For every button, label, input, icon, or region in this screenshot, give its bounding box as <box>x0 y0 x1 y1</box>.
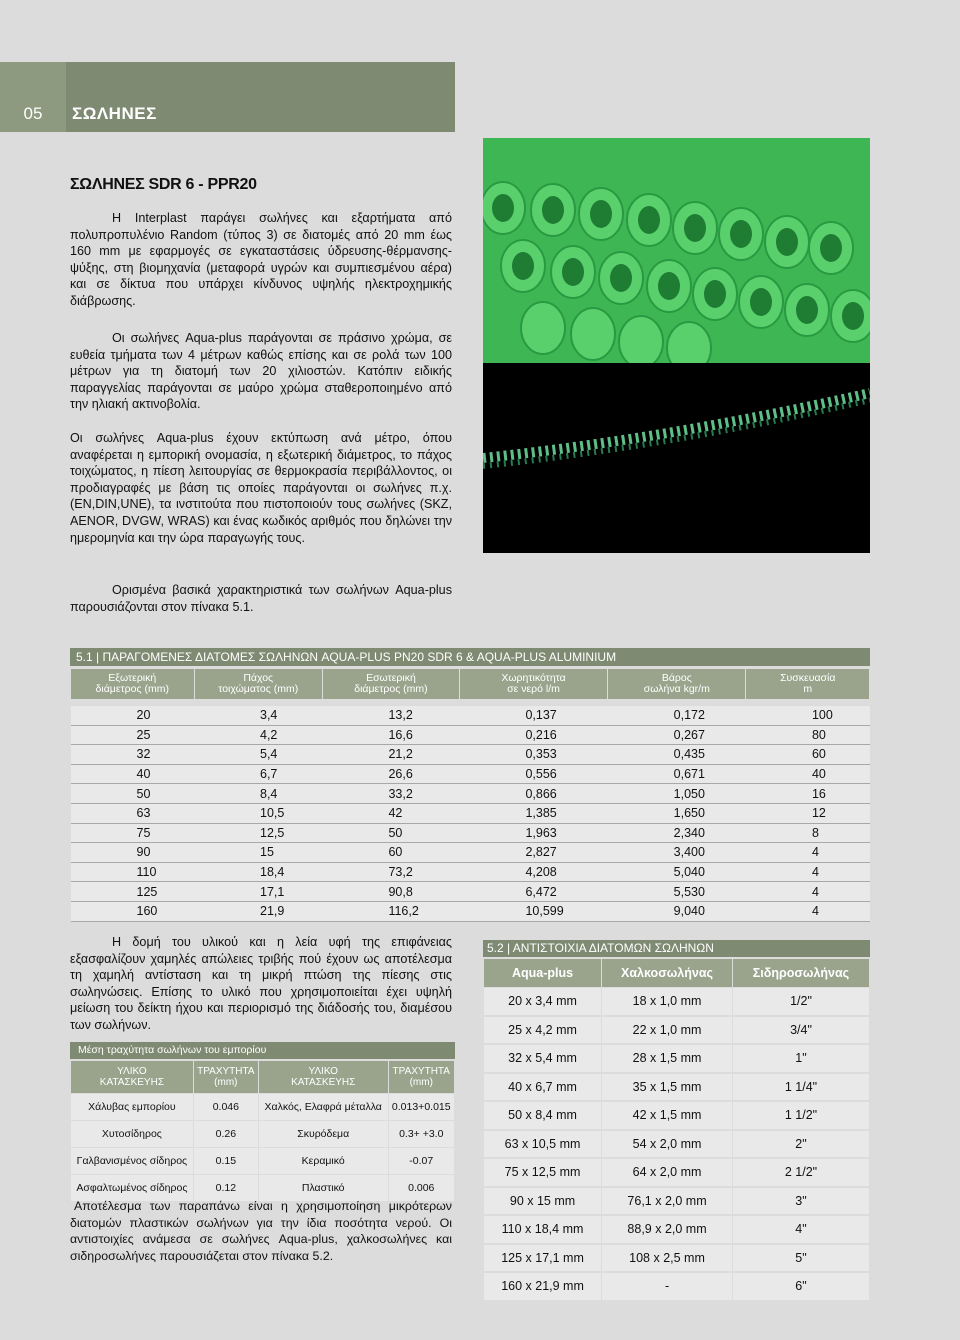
t51-cell: 20 <box>71 706 195 725</box>
t51-cell: 40 <box>746 764 870 784</box>
t52-cell: 90 x 15 mm <box>484 1187 602 1216</box>
t51-header-2: Εσωτερική διάμετρος (mm) <box>322 669 459 700</box>
table-51-caption: 5.1 | ΠΑΡΑΓΟΜΕΝΕΣ ΔΙΑΤΟΜΕΣ ΣΩΛΗΝΩΝ AQUA-PLUS PN20 SDR 6 & AQUA-PLUS ALUMINIUM <box>70 648 870 666</box>
t53-cell: Πλαστικό <box>258 1175 388 1202</box>
t51-cell: 116,2 <box>322 901 459 921</box>
t51-cell: 100 <box>746 706 870 725</box>
t51-row <box>71 725 870 745</box>
t52-cell: 1 1/2" <box>732 1101 869 1130</box>
t51-cell: 17,1 <box>194 882 322 902</box>
t52-row <box>484 1044 870 1073</box>
t51-cell: 0,435 <box>608 745 746 765</box>
t51-header-1: Πάχος τοιχώματος (mm) <box>194 669 322 700</box>
t51-row <box>71 764 870 784</box>
closing-paragraph: Αποτέλεσμα των παραπάνω είναι η χρησιμοποίηση μικρότερων διατομών πλαστικών σωλήνων για την ίδια ποσότητα νερού. Οι αντιστοιχίες ανάμεσα σε σωλήνες Aqua-plus, χαλκοσωλήνες και σιδηροσωλήνες παρουσιάζεται στον πίνακα 5.2. <box>70 1199 452 1263</box>
table-53-caption: Μέση τραχύτητα σωλήνων του εμπορίου <box>70 1042 455 1059</box>
t52-header-0: Aqua-plus <box>484 959 602 988</box>
t52-cell: 54 x 2,0 mm <box>602 1130 733 1159</box>
t52-row <box>484 1272 870 1301</box>
t53-header-1: ΤΡΑΧΥΤΗΤΑ (mm) <box>193 1061 258 1094</box>
t51-cell: 50 <box>71 784 195 804</box>
t51-cell: 0,556 <box>459 764 607 784</box>
t52-cell: 63 x 10,5 mm <box>484 1130 602 1159</box>
t52-cell: 5" <box>732 1244 869 1273</box>
t51-cell: 1,963 <box>459 823 607 843</box>
t52-cell: 108 x 2,5 mm <box>602 1244 733 1273</box>
t52-cell: 28 x 1,5 mm <box>602 1044 733 1073</box>
t52-cell: 35 x 1,5 mm <box>602 1073 733 1102</box>
t51-cell: 60 <box>322 843 459 863</box>
header-band <box>0 62 455 132</box>
intro-paragraph-1: Η Interplast παράγει σωλήνες και εξαρτήματα από πολυπροπυλένιο Random (τύπος 3) σε διατομές από 20 mm έως 160 mm με εφαρμογές σε εγκαταστάσεις ύδρευσης-θέρμανσης-ψύξης, στη βιομηχανία (μεταφορά υγρών και συμπιεσμένου αέρα) και σε δίκτυα που υπάρχει κίνδυνος υψηλής ηλεκτροχημικής διάβρωσης. <box>70 211 452 308</box>
t52-cell: 18 x 1,0 mm <box>602 988 733 1016</box>
t53-row <box>71 1094 455 1121</box>
t51-cell: 2,340 <box>608 823 746 843</box>
t51-cell: 125 <box>71 882 195 902</box>
t53-cell: Χαλκός, Ελαφρά μέταλλα <box>258 1094 388 1121</box>
t51-cell: 4,2 <box>194 725 322 745</box>
t53-cell: -0.07 <box>388 1148 454 1175</box>
t51-cell: 80 <box>746 725 870 745</box>
t51-cell: 26,6 <box>322 764 459 784</box>
t52-row <box>484 1130 870 1159</box>
table-52-caption: 5.2 | ΑΝΤΙΣΤΟΙΧΙΑ ΔΙΑΤΟΜΩΝ ΣΩΛΗΝΩΝ <box>483 940 870 957</box>
t51-cell: 40 <box>71 764 195 784</box>
t52-cell: 76,1 x 2,0 mm <box>602 1187 733 1216</box>
t51-cell: 10,5 <box>194 803 322 823</box>
t51-cell: 0,172 <box>608 706 746 725</box>
t52-cell: 125 x 17,1 mm <box>484 1244 602 1273</box>
section-title: ΣΩΛΗΝΕΣ <box>72 104 157 123</box>
t53-cell: 0.3+ +3.0 <box>388 1121 454 1148</box>
t51-row <box>71 784 870 804</box>
t53-header-0: ΥΛΙΚΟ ΚΑΤΑΣΚΕΥΗΣ <box>71 1061 194 1094</box>
t53-cell: Ασφαλτωμένος σίδηρος <box>71 1175 194 1202</box>
t52-cell: 88,9 x 2,0 mm <box>602 1215 733 1244</box>
table-53 <box>70 1060 455 1202</box>
t51-cell: 0,267 <box>608 725 746 745</box>
t51-cell: 0,671 <box>608 764 746 784</box>
t51-cell: 21,9 <box>194 901 322 921</box>
t52-cell: 1 1/4" <box>732 1073 869 1102</box>
t51-row <box>71 843 870 863</box>
t52-cell: 160 x 21,9 mm <box>484 1272 602 1301</box>
t51-cell: 21,2 <box>322 745 459 765</box>
t51-cell: 18,4 <box>194 862 322 882</box>
t52-cell: 20 x 3,4 mm <box>484 988 602 1016</box>
green-pipes-photo <box>483 138 870 553</box>
t53-cell: 0.046 <box>193 1094 258 1121</box>
t52-row <box>484 1101 870 1130</box>
t51-cell: 4 <box>746 901 870 921</box>
t52-row <box>484 988 870 1016</box>
t51-cell: 63 <box>71 803 195 823</box>
t52-row <box>484 1215 870 1244</box>
t52-cell: 2" <box>732 1130 869 1159</box>
t51-row <box>71 823 870 843</box>
t51-row <box>71 862 870 882</box>
t51-cell: 6,7 <box>194 764 322 784</box>
t51-cell: 16,6 <box>322 725 459 745</box>
t51-cell: 160 <box>71 901 195 921</box>
t51-row <box>71 803 870 823</box>
t51-cell: 3,4 <box>194 706 322 725</box>
t51-cell: 32 <box>71 745 195 765</box>
t51-cell: 13,2 <box>322 706 459 725</box>
t53-cell: Γαλβανισμένος σίδηρος <box>71 1148 194 1175</box>
t52-cell: 2 1/2" <box>732 1158 869 1187</box>
t52-row <box>484 1016 870 1045</box>
t51-cell: 50 <box>322 823 459 843</box>
t52-cell: 50 x 8,4 mm <box>484 1101 602 1130</box>
t51-row <box>71 901 870 921</box>
t51-cell: 2,827 <box>459 843 607 863</box>
t51-cell: 75 <box>71 823 195 843</box>
t52-cell: 110 x 18,4 mm <box>484 1215 602 1244</box>
structure-paragraph: Η δομή του υλικού και η λεία υφή της επιφάνειας εξασφαλίζουν χαμηλές απώλειες τριβής πού έχουν ως αποτέλεσμα τη χαμηλή αντίσταση και τη μικρή πτώση της πίεσης στις σωληνώσεις. Επίσης το υλικό που χρησιμοποιείται έχει υψηλή μείωση του δείκτη ήχου και περιορισμό της διάδοσής του, διαμέσου των σωλήνων. <box>70 935 452 1032</box>
t52-row <box>484 1073 870 1102</box>
t52-cell: 3" <box>732 1187 869 1216</box>
intro-paragraph-3: Οι σωλήνες Aqua-plus έχουν εκτύπωση ανά μέτρο, όπου αναφέρεται η εμπορική ονομασία, η εξωτερική διάμετρος, το πάχος τοιχώματος, η πίεση λειτουργίας σε θερμοκρασία περιβάλλοντος, οι προδιαγραφές με βάση τις οποίες παράγονται οι σωλήνες π.χ. (EN,DIN,UNE), τα ινστιτούτα που πιστοποιούν τους σωλήνες (SKZ, AENOR, DVGW, WRAS) και ένας κωδικός αριθμός που δηλώνει την ημερομηνία και την ώρα παραγωγής τους. <box>70 431 452 545</box>
t52-cell: 22 x 1,0 mm <box>602 1016 733 1045</box>
t52-cell: 75 x 12,5 mm <box>484 1158 602 1187</box>
table-52 <box>483 958 870 1302</box>
t51-header-3: Χωρητικότητα σε νερό l/m <box>459 669 607 700</box>
t52-row <box>484 1158 870 1187</box>
page-title: ΣΩΛΗΝΕΣ SDR 6 - PPR20 <box>70 176 257 193</box>
t53-row <box>71 1148 455 1175</box>
t51-cell: 5,040 <box>608 862 746 882</box>
t51-cell: 1,050 <box>608 784 746 804</box>
t51-cell: 0,866 <box>459 784 607 804</box>
t51-cell: 12 <box>746 803 870 823</box>
t52-cell: 1/2" <box>732 988 869 1016</box>
t51-cell: 16 <box>746 784 870 804</box>
t52-header-2: Σιδηροσωλήνας <box>732 959 869 988</box>
t51-cell: 0,353 <box>459 745 607 765</box>
t51-cell: 10,599 <box>459 901 607 921</box>
t52-cell: 64 x 2,0 mm <box>602 1158 733 1187</box>
t51-cell: 0,216 <box>459 725 607 745</box>
t51-cell: 4 <box>746 843 870 863</box>
t51-cell: 60 <box>746 745 870 765</box>
t52-cell: 42 x 1,5 mm <box>602 1101 733 1130</box>
t51-cell: 9,040 <box>608 901 746 921</box>
t51-header-0: Εξωτερική διάμετρος (mm) <box>71 669 195 700</box>
t53-header-3: ΤΡΑΧΥΤΗΤΑ (mm) <box>388 1061 454 1094</box>
t51-cell: 3,400 <box>608 843 746 863</box>
t51-cell: 8 <box>746 823 870 843</box>
section-number: 05 <box>0 62 66 132</box>
t51-header-4: Βάρος σωλήνα kgr/m <box>608 669 746 700</box>
t51-cell: 42 <box>322 803 459 823</box>
t51-cell: 0,137 <box>459 706 607 725</box>
t51-cell: 4 <box>746 862 870 882</box>
t52-cell: 25 x 4,2 mm <box>484 1016 602 1045</box>
t51-cell: 90,8 <box>322 882 459 902</box>
t51-row <box>71 706 870 725</box>
t51-cell: 4 <box>746 882 870 902</box>
t52-row <box>484 1187 870 1216</box>
t51-header-5: Συσκευασία m <box>746 669 870 700</box>
t51-cell: 6,472 <box>459 882 607 902</box>
t51-cell: 73,2 <box>322 862 459 882</box>
t52-header-1: Χαλκοσωλήνας <box>602 959 733 988</box>
t52-cell: 40 x 6,7 mm <box>484 1073 602 1102</box>
intro-paragraph-4: Ορισμένα βασικά χαρακτηριστικά των σωλήνων Aqua-plus παρουσιάζονται στον πίνακα 5.1. <box>70 583 452 614</box>
t51-cell: 15 <box>194 843 322 863</box>
t52-cell: 3/4" <box>732 1016 869 1045</box>
t53-cell: Χάλυβας εμπορίου <box>71 1094 194 1121</box>
t52-cell: 1" <box>732 1044 869 1073</box>
t51-cell: 25 <box>71 725 195 745</box>
t52-row <box>484 1244 870 1273</box>
t51-cell: 4,208 <box>459 862 607 882</box>
t51-cell: 5,530 <box>608 882 746 902</box>
table-51 <box>70 668 870 922</box>
t53-cell: Χυτοσίδηρος <box>71 1121 194 1148</box>
t51-row <box>71 882 870 902</box>
t51-cell: 12,5 <box>194 823 322 843</box>
t52-cell: 6" <box>732 1272 869 1301</box>
t51-cell: 5,4 <box>194 745 322 765</box>
t51-cell: 1,385 <box>459 803 607 823</box>
t51-cell: 8,4 <box>194 784 322 804</box>
t52-cell: - <box>602 1272 733 1301</box>
t51-row <box>71 745 870 765</box>
t51-cell: 90 <box>71 843 195 863</box>
t52-cell: 4" <box>732 1215 869 1244</box>
t53-cell: 0.12 <box>193 1175 258 1202</box>
t53-header-2: ΥΛΙΚΟ ΚΑΤΑΣΚΕΥΗΣ <box>258 1061 388 1094</box>
t52-cell: 32 x 5,4 mm <box>484 1044 602 1073</box>
t53-cell: 0.26 <box>193 1121 258 1148</box>
t51-cell: 1,650 <box>608 803 746 823</box>
intro-paragraph-2: Οι σωλήνες Aqua-plus παράγονται σε πράσινο χρώμα, σε ευθεία τμήματα των 4 μέτρων καθώς επίσης και σε ρολά των 100 μέτρων για τη διατομή των 20 χιλιοστών. Κατόπιν ειδικής παραγγελίας παράγονται σε μαύρο χρώμα σταθεροποιημένο από την ηλιακή ακτινοβολία. <box>70 331 452 412</box>
t53-row <box>71 1121 455 1148</box>
t51-cell: 110 <box>71 862 195 882</box>
t53-cell: Σκυρόδεμα <box>258 1121 388 1148</box>
t53-cell: 0.006 <box>388 1175 454 1202</box>
t53-cell: 0.013+0.015 <box>388 1094 454 1121</box>
t53-cell: 0.15 <box>193 1148 258 1175</box>
t53-cell: Κεραμικό <box>258 1148 388 1175</box>
t51-cell: 33,2 <box>322 784 459 804</box>
